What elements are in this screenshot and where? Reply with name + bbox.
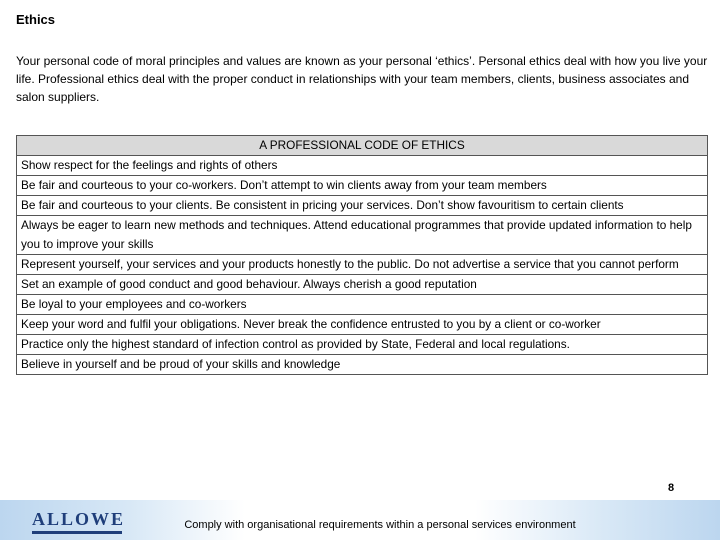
intro-paragraph: Your personal code of moral principles and values are known as your personal ‘ethics’. Personal ethics deal with how you live your life. Professional ethics deal with the proper conduct in relationships with your team members, clients, business associates and salon suppliers. bbox=[16, 54, 708, 104]
footer-note: Comply with organisational requirements within a personal services environment bbox=[184, 519, 576, 531]
table-header: A PROFESSIONAL CODE OF ETHICS bbox=[17, 136, 708, 156]
table-row bbox=[17, 335, 708, 355]
table-cell: Be fair and courteous to your co-workers. Don’t attempt to win clients away from your team members bbox=[17, 176, 708, 196]
table-cell: Keep your word and fulfil your obligations. Never break the confidence entrusted to you by a client or co-worker bbox=[17, 315, 708, 335]
table-row bbox=[17, 275, 708, 295]
table-row bbox=[17, 196, 708, 216]
table-row bbox=[17, 216, 708, 255]
table-row bbox=[17, 255, 708, 275]
table-row bbox=[17, 295, 708, 315]
logo-underline bbox=[32, 531, 122, 534]
table-row bbox=[17, 176, 708, 196]
table-cell: Always be eager to learn new methods and techniques. Attend educational programmes that provide updated information to help you to improve your skills bbox=[17, 216, 708, 255]
table-row bbox=[17, 355, 708, 375]
table-header-row bbox=[17, 136, 708, 156]
ethics-table bbox=[16, 135, 708, 375]
table-cell: Practice only the highest standard of infection control as provided by State, Federal and local regulations. bbox=[17, 335, 708, 355]
table-row bbox=[17, 315, 708, 335]
table-cell: Be fair and courteous to your clients. Be consistent in pricing your services. Don’t show favouritism to certain clients bbox=[17, 196, 708, 216]
table-cell: Set an example of good conduct and good behaviour. Always cherish a good reputation bbox=[17, 275, 708, 295]
page-title: Ethics bbox=[16, 12, 56, 27]
table-cell: Believe in yourself and be proud of your skills and knowledge bbox=[17, 355, 708, 375]
table-row bbox=[17, 156, 708, 176]
table-cell: Be loyal to your employees and co-workers bbox=[17, 295, 708, 315]
logo-text: ALLOWE bbox=[32, 509, 126, 529]
table-cell: Show respect for the feelings and rights of others bbox=[17, 156, 708, 176]
table-cell: Represent yourself, your services and your products honestly to the public. Do not advertise a service that you cannot perform bbox=[17, 255, 708, 275]
page-number: 8 bbox=[668, 482, 675, 494]
